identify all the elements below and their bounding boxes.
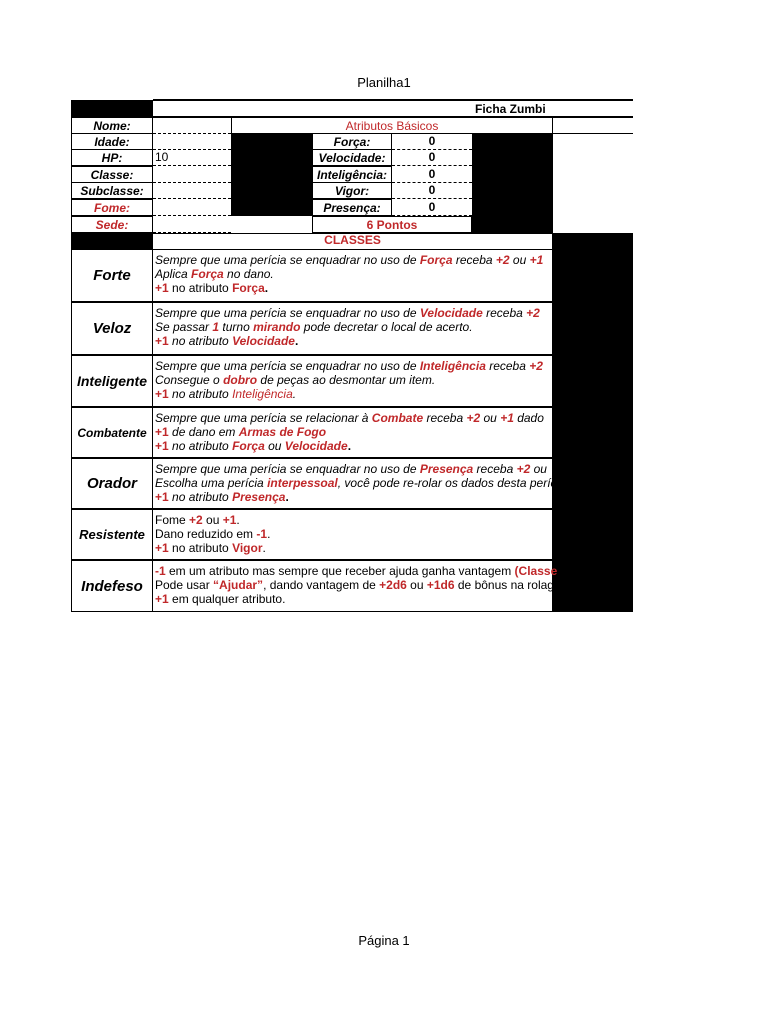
text-segment: -1 bbox=[256, 527, 268, 541]
black-cell bbox=[553, 233, 633, 612]
text-segment: em um atributo mas sempre que receber ajuda ganha vantagem bbox=[165, 564, 515, 578]
text-segment: +1 bbox=[500, 411, 514, 425]
text-segment: pode decretar o local de acerto. bbox=[300, 320, 473, 334]
text-segment: Presença bbox=[419, 462, 474, 476]
attributes-header: Atributos Básicos bbox=[231, 117, 553, 134]
attribute-value[interactable]: 0 bbox=[392, 133, 472, 150]
text-segment: no atributo bbox=[168, 490, 233, 504]
text-segment: -1 bbox=[155, 564, 166, 578]
text-segment: . bbox=[262, 541, 266, 555]
text-segment: Velocidade bbox=[232, 334, 295, 348]
sheet-name: Planilha1 bbox=[357, 75, 411, 90]
text-segment: no dano. bbox=[223, 267, 274, 281]
text-segment: +1 bbox=[155, 490, 169, 504]
class-name: Inteligente bbox=[71, 355, 153, 407]
attribute-label: Força: bbox=[312, 133, 392, 150]
character-field[interactable] bbox=[153, 133, 231, 150]
text-segment: +2 bbox=[516, 462, 531, 476]
text-segment: . bbox=[347, 439, 352, 453]
text-segment: Escolha uma perícia bbox=[155, 476, 268, 490]
text-segment: +2 bbox=[529, 359, 543, 373]
attribute-value[interactable]: 0 bbox=[392, 199, 472, 216]
character-field[interactable] bbox=[153, 199, 231, 216]
description-line bbox=[155, 411, 552, 425]
description-line bbox=[155, 476, 566, 490]
text-segment: no atributo bbox=[168, 281, 233, 295]
description-line bbox=[155, 267, 552, 281]
attribute-value[interactable]: 0 bbox=[392, 166, 472, 183]
character-label: HP: bbox=[71, 149, 153, 166]
character-label: Sede: bbox=[71, 216, 153, 233]
attribute-label: Presença: bbox=[312, 199, 392, 216]
description-line bbox=[155, 527, 552, 541]
text-segment: , você pode re-rolar os dados desta perícia bbox=[337, 476, 566, 490]
text-segment: +1 bbox=[155, 592, 169, 606]
text-segment: +2 bbox=[189, 513, 203, 527]
text-segment: receba bbox=[423, 411, 467, 425]
text-segment: . bbox=[292, 387, 297, 401]
text-segment: +1 bbox=[155, 334, 169, 348]
character-field[interactable] bbox=[153, 216, 231, 233]
text-segment: +1 bbox=[222, 513, 237, 527]
text-segment: Sempre que uma perícia se relacionar à bbox=[155, 411, 372, 425]
character-field[interactable]: 10 bbox=[153, 149, 231, 166]
description-line bbox=[155, 513, 552, 527]
text-segment: Vigor bbox=[232, 541, 263, 555]
character-label: Idade: bbox=[71, 133, 153, 150]
text-segment: Aplica bbox=[155, 267, 192, 281]
text-segment: Sempre que uma perícia se enquadrar no uso de bbox=[155, 253, 420, 267]
text-segment: Força bbox=[232, 439, 265, 453]
text-segment: +1d6 bbox=[426, 578, 455, 592]
attribute-label: Vigor: bbox=[312, 182, 392, 199]
class-description bbox=[152, 355, 553, 407]
text-segment: . bbox=[236, 513, 240, 527]
character-field[interactable] bbox=[153, 166, 231, 183]
description-line bbox=[155, 425, 552, 439]
text-segment: receba bbox=[473, 462, 517, 476]
character-label: Nome: bbox=[71, 117, 153, 134]
black-cell bbox=[472, 133, 553, 233]
text-segment: ou bbox=[509, 253, 530, 267]
description-line bbox=[155, 253, 552, 267]
text-segment: no atributo bbox=[168, 387, 233, 401]
text-segment: Presença bbox=[232, 490, 286, 504]
text-segment: ou bbox=[264, 439, 285, 453]
description-line bbox=[155, 578, 571, 592]
text-segment: receba bbox=[482, 306, 527, 320]
description-line bbox=[155, 359, 552, 373]
class-name: Forte bbox=[71, 249, 153, 302]
text-segment: Dano reduzido em bbox=[155, 527, 257, 541]
class-description bbox=[152, 458, 566, 509]
empty-cell bbox=[553, 117, 633, 134]
text-segment: Sempre que uma perícia se enquadrar no uso de bbox=[155, 462, 420, 476]
class-name: Combatente bbox=[71, 407, 153, 458]
text-segment: +1 bbox=[529, 253, 544, 267]
description-line bbox=[155, 439, 552, 453]
text-segment: interpessoal bbox=[267, 476, 338, 490]
description-line bbox=[155, 592, 552, 606]
class-name: Orador bbox=[71, 458, 153, 509]
class-description bbox=[152, 407, 553, 458]
text-segment: Inteligência bbox=[232, 387, 293, 401]
text-segment: +1 bbox=[155, 541, 169, 555]
attribute-label: Velocidade: bbox=[312, 149, 392, 166]
points-cell: 6 Pontos bbox=[312, 216, 472, 233]
text-segment: receba bbox=[452, 253, 496, 267]
text-segment: +1 bbox=[155, 281, 169, 295]
black-cell bbox=[71, 233, 153, 250]
text-segment: no atributo bbox=[168, 541, 233, 555]
description-line bbox=[155, 541, 552, 555]
character-label: Subclasse: bbox=[71, 182, 153, 199]
text-segment: ou bbox=[406, 578, 427, 592]
page-footer: Página 1 bbox=[358, 933, 410, 948]
class-description bbox=[152, 560, 571, 612]
attribute-label: Inteligência: bbox=[312, 166, 392, 183]
text-segment: Armas de Fogo bbox=[238, 425, 327, 439]
character-label: Classe: bbox=[71, 166, 153, 183]
text-segment: Sempre que uma perícia se enquadrar no uso de bbox=[155, 359, 420, 373]
sheet-title: Ficha Zumbi bbox=[475, 102, 546, 116]
text-segment: ou bbox=[202, 513, 223, 527]
text-segment: Se passar bbox=[155, 320, 213, 334]
black-cell bbox=[231, 133, 312, 216]
class-description bbox=[152, 302, 553, 355]
text-segment: mirando bbox=[253, 320, 301, 334]
text-segment: Inteligência bbox=[419, 359, 486, 373]
description-line bbox=[155, 373, 552, 387]
text-segment: no atributo bbox=[168, 334, 233, 348]
description-line bbox=[155, 462, 552, 476]
text-segment: , dando vantagem de bbox=[263, 578, 380, 592]
text-segment: dobro bbox=[223, 373, 258, 387]
text-segment: ou bbox=[480, 411, 501, 425]
text-segment: receba bbox=[485, 359, 530, 373]
text-segment: Velocidade bbox=[419, 306, 483, 320]
text-segment: +1 bbox=[155, 387, 169, 401]
text-segment: em qualquer atributo. bbox=[168, 592, 286, 606]
classes-header: CLASSES bbox=[152, 233, 553, 250]
character-field[interactable] bbox=[153, 117, 231, 134]
description-line bbox=[155, 490, 552, 504]
text-segment: no atributo bbox=[168, 439, 233, 453]
description-line bbox=[155, 564, 558, 578]
text-segment: . bbox=[294, 334, 299, 348]
text-segment: de peças ao desmontar um item. bbox=[257, 373, 436, 387]
text-segment: Combate bbox=[371, 411, 424, 425]
text-segment: Força bbox=[419, 253, 453, 267]
text-segment: Pode usar bbox=[155, 578, 214, 592]
text-segment: de bônus na rolagem bbox=[454, 578, 571, 592]
text-segment: Força bbox=[191, 267, 224, 281]
text-segment: . bbox=[285, 490, 289, 504]
text-segment: +2d6 bbox=[379, 578, 407, 592]
class-name: Resistente bbox=[71, 509, 153, 560]
text-segment: ou bbox=[530, 462, 547, 476]
description-line bbox=[155, 281, 552, 295]
class-name: Veloz bbox=[71, 302, 153, 355]
text-segment: “Ajudar” bbox=[213, 578, 264, 592]
description-line bbox=[155, 320, 552, 334]
text-segment: de dano em bbox=[168, 425, 239, 439]
character-label: Fome: bbox=[71, 199, 153, 216]
text-segment: turno bbox=[219, 320, 254, 334]
description-line bbox=[155, 306, 552, 320]
text-segment: . bbox=[264, 281, 269, 295]
class-name: Indefeso bbox=[71, 560, 153, 612]
text-segment: Fome bbox=[155, 513, 190, 527]
text-segment: Força bbox=[232, 281, 265, 295]
description-line bbox=[155, 334, 552, 348]
text-segment: +2 bbox=[526, 306, 540, 320]
text-segment: +1 bbox=[155, 439, 169, 453]
attribute-value[interactable]: 0 bbox=[392, 149, 472, 166]
class-description bbox=[152, 249, 553, 302]
text-segment: . bbox=[267, 527, 271, 541]
text-segment: Sempre que uma perícia se enquadrar no uso de bbox=[155, 306, 420, 320]
text-segment: 1 bbox=[212, 320, 220, 334]
class-description bbox=[152, 509, 553, 560]
description-line bbox=[155, 387, 552, 401]
text-segment: Velocidade bbox=[284, 439, 348, 453]
text-segment: +2 bbox=[466, 411, 481, 425]
text-segment: +2 bbox=[495, 253, 510, 267]
text-segment: (Classe bbox=[514, 564, 558, 578]
text-segment: +1 bbox=[155, 425, 169, 439]
black-cell bbox=[71, 100, 153, 117]
attribute-value[interactable]: 0 bbox=[392, 182, 472, 199]
text-segment: dado bbox=[513, 411, 544, 425]
text-segment: Consegue o bbox=[155, 373, 224, 387]
character-field[interactable] bbox=[153, 182, 231, 199]
